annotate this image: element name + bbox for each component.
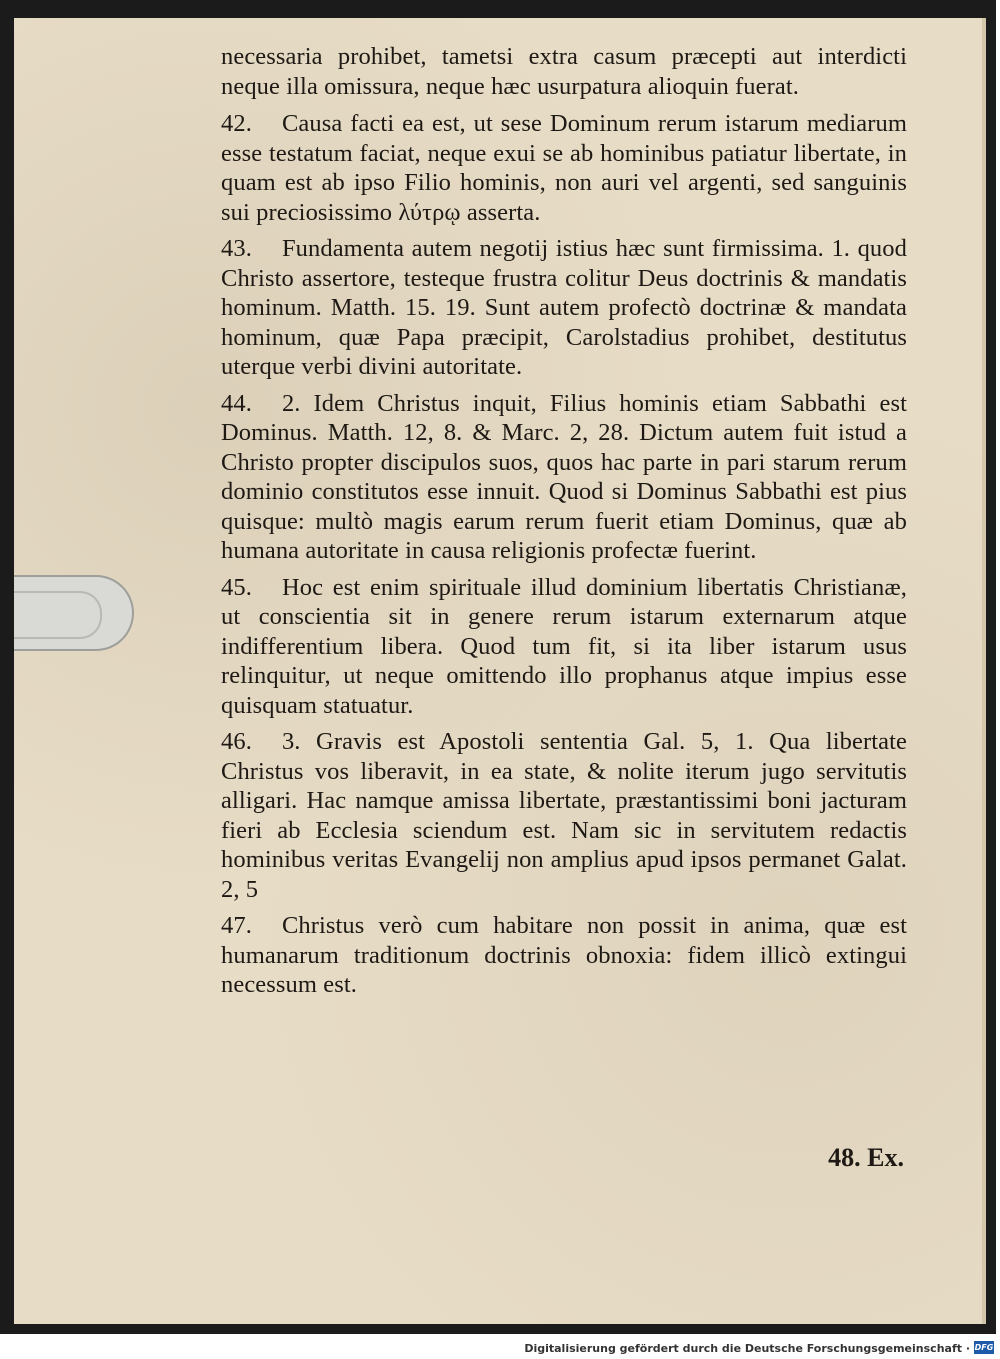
paragraph-46 <box>221 727 907 904</box>
paragraph-text: Fundamenta autem negotij istius hæc sunt firmissima. 1. quod Christo assertore, testeque frustra colitur Deus doctrinis & mandatis hominum. Matth. 15. 19. Sunt autem profectò doctrinæ & mandata hominum, quæ Papa præcipit, Carolstadius prohibet, destitutus uterque verbi divini autoritate. <box>221 235 907 380</box>
paragraph-number: 47. <box>221 912 252 939</box>
catchword: 48. Ex. <box>828 1143 904 1172</box>
paragraph-text: Hoc est enim spirituale illud dominium libertatis Christianæ, ut conscientia sit in genere rerum istarum externarum atque indifferentium libera. Quod tum fit, si ita liber istarum usus relinquitur, ut neque omittendo illo prophanus atque impius esse quisquam statuatur. <box>221 573 907 719</box>
page-clip-inner <box>14 591 102 639</box>
paragraph-44 <box>221 389 907 566</box>
paragraph-number: 44. <box>221 389 252 417</box>
paragraph-text: 3. Gravis est Apostoli sententia Gal. 5, 1. Qua libertate Christus vos liberavit, in ea state, & nolite iterum jugo servitutis alligari. Hac namque amissa libertate, præstantissimi boni jacturam fieri ab Ecclesia sciendum est. Nam sic in servitutem redactis hominibus veritas Evangelij non amplius apud ipsos permanet Galat. 2, 5 <box>221 728 907 903</box>
paragraph-42 <box>221 109 907 227</box>
paragraph-number: 43. <box>221 235 252 262</box>
paragraph-text: necessaria prohibet, tametsi extra casum præcepti aut interdicti neque illa omissura, neque hæc usurpatura alioquin fuerat. <box>221 43 907 100</box>
funding-credit: Digitalisierung gefördert durch die Deutsche Forschungsgemeinschaft · <box>524 1342 970 1355</box>
paragraph-text: Causa facti ea est, ut sese Dominum rerum istarum mediarum esse testatum faciat, neque exui se ab hominibus patiatur libertate, in quam est ab ipso Filio hominis, non auri vel argenti, sed sanguinis sui preciosissimo λύτρῳ asserta. <box>221 110 907 226</box>
paragraph-text: Christus verò cum habitare non possit in anima, quæ est humanarum traditionum doctrinis obnoxia: fidem illicò extingui necessum est. <box>221 912 907 998</box>
paragraph-text: 2. Idem Christus inquit, Filius hominis etiam Sabbathi est Dominus. Matth. 12, 8. & Marc. 2, 28. Dictum autem fuit istud a Christo propter discipulos suos, quos hac parte in pari starum rerum dominio constitutos esse innuit. Quod si Dominus Sabbathi est pius quisque: multò magis earum rerum fuerit etiam Dominus, quæ ab humana autoritate in causa religionis profectæ fuerint. <box>221 389 907 564</box>
paragraph-45 <box>221 573 907 721</box>
paragraph-47 <box>221 911 907 1000</box>
paragraph-number: 42. <box>221 110 252 137</box>
page-clip <box>14 575 134 651</box>
paragraph-43 <box>221 234 907 382</box>
paragraph-continued <box>221 42 907 101</box>
paragraph-number: 45. <box>221 573 252 601</box>
paragraph-number: 46. <box>221 728 252 755</box>
dfg-logo-icon: DFG <box>974 1343 994 1352</box>
page-text <box>221 42 907 1007</box>
